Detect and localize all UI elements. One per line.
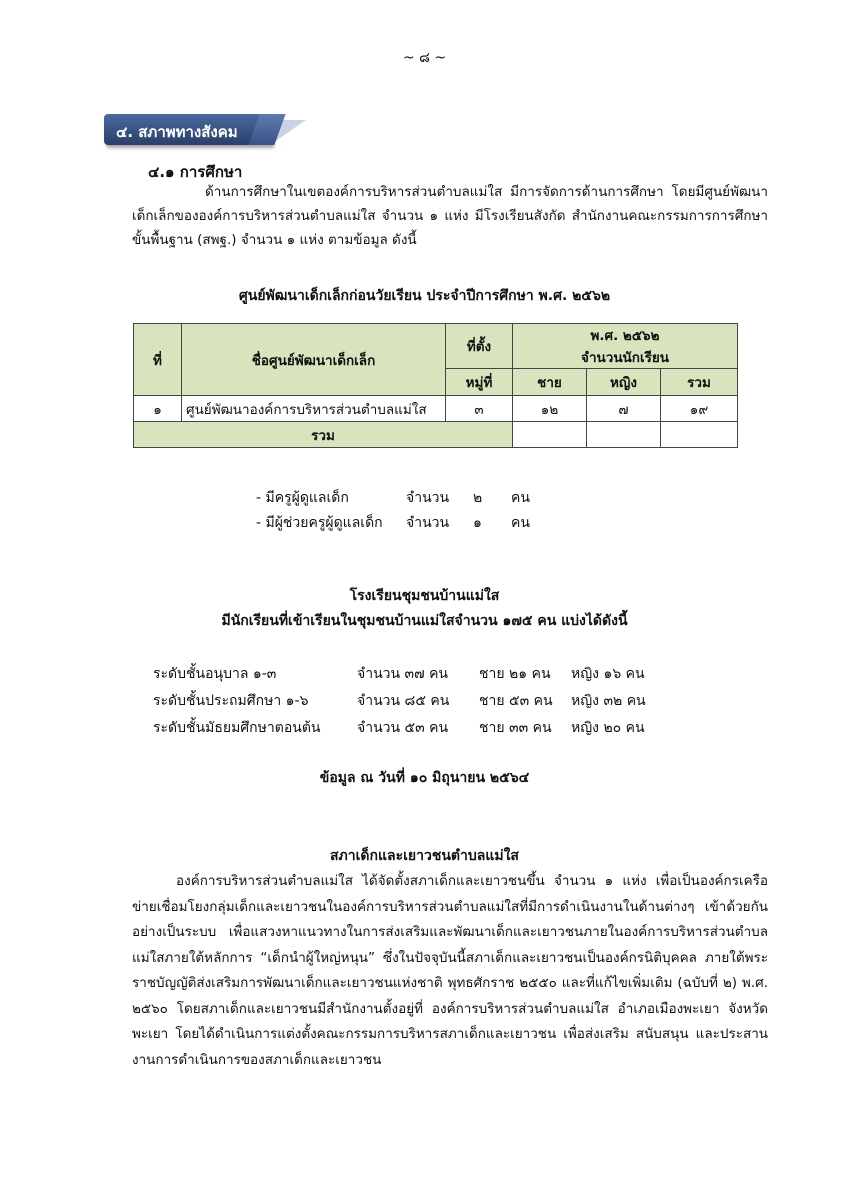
level-male: ชาย ๕๓ คน <box>479 693 553 709</box>
header-location: ที่ตั้ง <box>446 324 513 369</box>
level-female: หญิง ๓๒ คน <box>571 693 646 709</box>
header-students: จำนวนนักเรียน <box>581 350 669 366</box>
section-title: ๔. สภาพทางสังคม <box>116 123 238 141</box>
staff-count-label: จำนวน <box>406 515 450 531</box>
level-name: ระดับชั้นมัธยมศึกษาตอนต้น <box>153 720 321 736</box>
staff-unit: คน <box>511 515 530 531</box>
level-count: จำนวน ๕๓ คน <box>357 720 449 736</box>
level-count: จำนวน ๓๗ คน <box>357 666 448 682</box>
header-female: หญิง <box>587 369 661 396</box>
table-total-row <box>134 422 738 448</box>
header-year: พ.ศ. ๒๕๖๒ <box>590 328 660 344</box>
intro-paragraph: ด้านการศึกษาในเขตองค์การบริหารส่วนตำบลแม่ใส มีการจัดการด้านการศึกษา โดยมีศูนย์พัฒนาเด็กเล็กขององค์การบริหารส่วนตำบลแม่ใส จำนวน ๑ แห่ง มีโรงเรียนสังกัด สำนักงานคณะกรรมการการศึกษาขั้นพื้นฐาน (สพฐ.) จำนวน ๑ แห่ง ตามข้อมูล ดังนี้ <box>132 184 768 248</box>
total-all <box>661 422 738 448</box>
total-female <box>587 422 661 448</box>
total-male <box>513 422 587 448</box>
level-name: ระดับชั้นอนุบาล ๑-๓ <box>153 666 277 682</box>
school-level-row <box>153 690 663 712</box>
header-total: รวม <box>661 369 738 396</box>
staff-label: - มีครูผู้ดูแลเด็ก <box>256 490 349 506</box>
subsection-title: ๔.๑ การศึกษา <box>148 163 243 181</box>
cell-female: ๗ <box>587 396 661 422</box>
section-banner <box>104 112 314 148</box>
table-header-row <box>134 324 738 369</box>
table-caption: ศูนย์พัฒนาเด็กเล็กก่อนวัยเรียน ประจำปีการศึกษา พ.ศ. ๒๕๖๒ <box>238 288 611 304</box>
level-male: ชาย ๓๓ คน <box>479 720 552 736</box>
school-level-row <box>153 663 663 685</box>
cell-no: ๑ <box>134 396 182 422</box>
level-name: ระดับชั้นประถมศึกษา ๑-๖ <box>153 693 309 709</box>
staff-line <box>256 512 556 534</box>
table-row <box>134 396 738 422</box>
level-female: หญิง ๑๖ คน <box>571 666 645 682</box>
cell-male: ๑๒ <box>513 396 587 422</box>
council-paragraph: องค์การบริหารส่วนตำบลแม่ใส ได้จัดตั้งสภาเด็กและเยาวชนขึ้น จำนวน ๑ แห่ง เพื่อเป็นองค์กรเครือข่ายเชื่อมโยงกลุ่มเด็กและเยาวชนในองค์การบริหารส่วนตำบลแม่ใสที่มีการดำเนินงานในด้านต่างๆ เข้าด้วยกันอย่างเป็นระบบ เพื่อแสวงหาแนวทางในการส่งเสริมและพัฒนาเด็กและเยาวชนภายในองค์การบริหารส่วนตำบลแม่ใสภายใต้หลักการ “เด็กนำผู้ใหญ่หนุน” ซึ่งในปัจจุบันนี้สภาเด็กและเยาวชนเป็นองค์กรนิติบุคคล ภายใต้พระราชบัญญัติส่งเสริมการพัฒนาเด็กและเยาวชนแห่งชาติ พุทธศักราช ๒๕๕๐ และที่แก้ไขเพิ่มเติม (ฉบับที่ ๒) พ.ศ. ๒๕๖๐ โดยสภาเด็กและเยาวชนมีสำนักงานตั้งอยู่ที่ องค์การบริหารส่วนตำบลแม่ใส อำเภอเมืองพะเยา จังหวัดพะเยา โดยได้ดำเนินการแต่งตั้งคณะกรรมการบริหารสภาเด็กและเยาวชน เพื่อส่งเสริม สนับสนุน และประสานงานการดำเนินการของสภาเด็กและเยาวชน <box>132 873 768 1068</box>
staff-count: ๑ <box>473 515 482 531</box>
cell-village: ๓ <box>446 396 513 422</box>
cell-name: ศูนย์พัฒนาองค์การบริหารส่วนตำบลแม่ใส <box>182 396 446 422</box>
staff-line <box>256 487 556 509</box>
data-date: ข้อมูล ณ วันที่ ๑๐ มิถุนายน ๒๕๖๔ <box>319 770 530 786</box>
level-male: ชาย ๒๑ คน <box>479 666 551 682</box>
page-number: ~ ๘ ~ <box>402 50 447 66</box>
staff-unit: คน <box>511 490 530 506</box>
cell-total: ๑๙ <box>661 396 738 422</box>
level-female: หญิง ๒๐ คน <box>571 720 645 736</box>
child-center-table <box>133 323 738 448</box>
header-year-students <box>513 324 738 369</box>
staff-label: - มีผู้ช่วยครูผู้ดูแลเด็ก <box>256 515 383 531</box>
header-no: ที่ <box>134 324 182 396</box>
school-level-row <box>153 717 663 739</box>
school-title: โรงเรียนชุมชนบ้านแม่ใส <box>349 588 500 604</box>
school-subtitle: มีนักเรียนที่เข้าเรียนในชุมชนบ้านแม่ใสจำนวน ๑๗๕ คน แบ่งได้ดังนี้ <box>221 613 628 629</box>
header-male: ชาย <box>513 369 587 396</box>
council-title: สภาเด็กและเยาวชนตำบลแม่ใส <box>330 848 519 864</box>
staff-count: ๒ <box>473 490 483 506</box>
header-name: ชื่อศูนย์พัฒนาเด็กเล็ก <box>182 324 446 396</box>
header-village: หมู่ที่ <box>446 369 513 396</box>
total-row-label: รวม <box>134 422 513 448</box>
staff-count-label: จำนวน <box>406 490 450 506</box>
level-count: จำนวน ๘๕ คน <box>357 693 450 709</box>
